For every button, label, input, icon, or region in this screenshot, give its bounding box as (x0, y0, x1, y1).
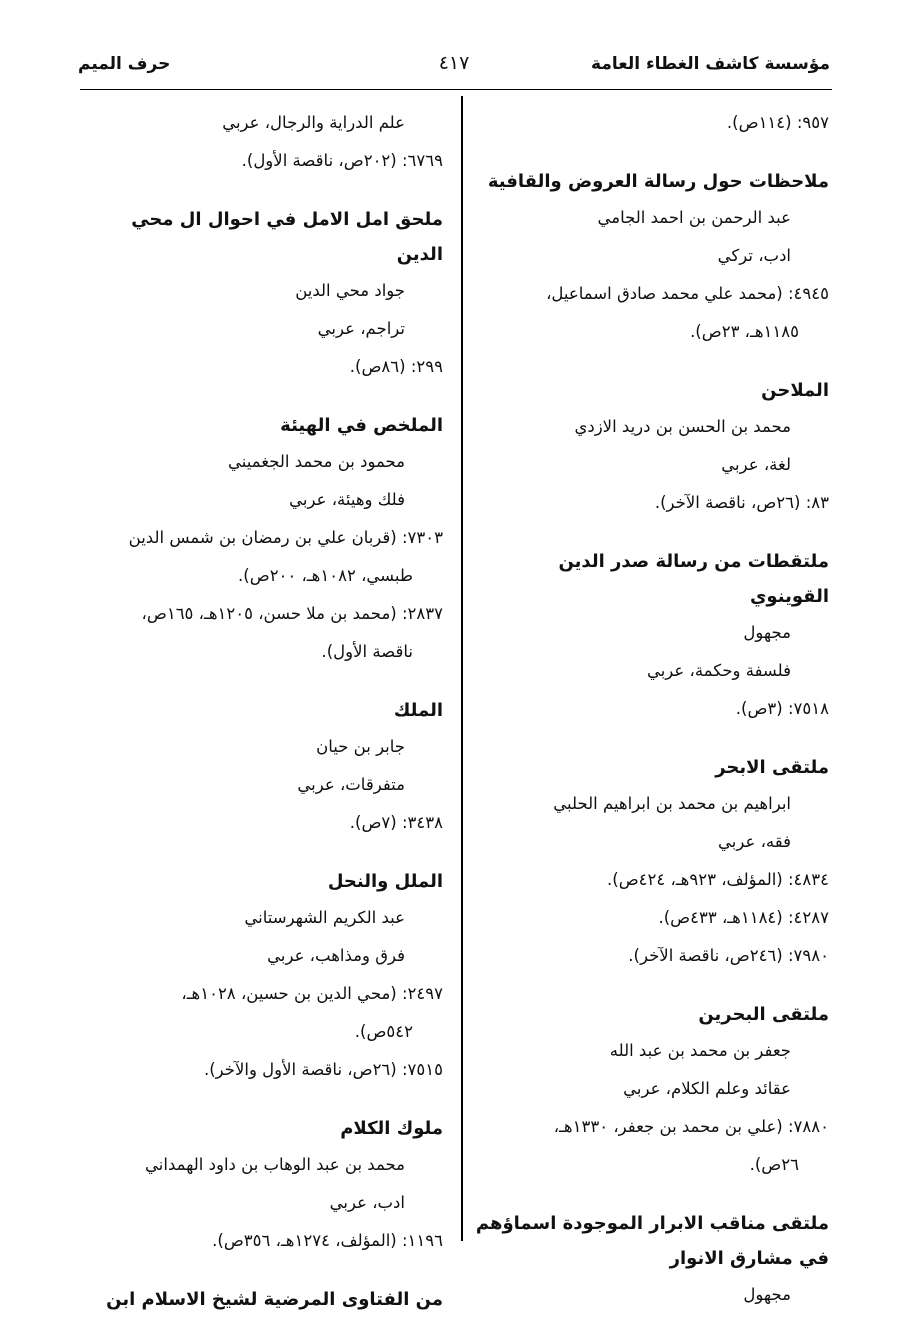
manuscript-ref: ٧٥١٨: (٣ص). (735, 699, 829, 718)
entry-title: الملخص في الهيئة (280, 415, 443, 436)
header-rule (80, 89, 832, 90)
manuscript-ref: ٤٨٣٤: (المؤلف، ٩٢٣هـ، ٤٢٤ص). (607, 870, 829, 889)
entry-detail: فلك وهيئة، عربي (289, 490, 405, 509)
catalog-entry (474, 544, 829, 728)
entry-detail: جابر بن حيان (316, 737, 405, 756)
entry-detail: علم الدراية والرجال، عربي (222, 113, 405, 132)
entry-detail: عبد الكريم الشهرستاني (244, 908, 405, 927)
catalog-entry (93, 864, 443, 1089)
manuscript-ref: ٧٥١٥: (٢٦ص، ناقصة الأول والآخر). (203, 1060, 443, 1079)
entry-detail: فقه، عربي (718, 832, 791, 851)
entry-title: ملاحظات حول رسالة العروض والقافية (487, 171, 829, 192)
entry-title: الملل والنحل (327, 871, 443, 892)
manuscript-ref: ٥٤٢ص). (354, 1022, 413, 1041)
manuscript-ref: ٣٤٣٨: (٧ص). (349, 813, 443, 832)
entry-title: من الفتاوى المرضية لشيخ الاسلام ابن (106, 1289, 443, 1310)
catalog-entry (474, 104, 829, 142)
entry-title: الملاحن (761, 380, 829, 401)
entry-detail: مجهول (743, 623, 791, 642)
entry-title: ملتقطات من رسالة صدر الدين القوينوي (558, 551, 829, 607)
entry-detail: لغة، عربي (721, 455, 791, 474)
entry-detail: محمد بن الحسن بن دريد الازدي (574, 417, 791, 436)
catalog-entry (93, 104, 443, 180)
entry-title: ملحق امل الامل في احوال ال محي الدين (131, 209, 443, 265)
entry-detail: ادب، عربي (329, 1193, 405, 1212)
entry-title: الملك (393, 700, 443, 721)
entry-detail: متفرقات، عربي (297, 775, 405, 794)
catalog-entry (474, 1206, 829, 1314)
manuscript-ref: ٧٩٨٠: (٢٤٦ص، ناقصة الآخر). (628, 946, 829, 965)
entry-detail: مجهول (743, 1285, 791, 1304)
entry-detail: عقائد وعلم الكلام، عربي (623, 1079, 791, 1098)
entry-detail: عبد الرحمن بن احمد الجامي (597, 208, 791, 227)
catalog-entry (93, 693, 443, 842)
page-number: ٤١٧ (438, 52, 470, 74)
entry-detail: ادب، تركي (717, 246, 791, 265)
entry-detail: جواد محي الدين (295, 281, 405, 300)
manuscript-ref: ١١٨٥هـ، ٢٣ص). (690, 322, 799, 341)
manuscript-ref: ٢٩٩: (٨٦ص). (349, 357, 443, 376)
manuscript-ref: ٢٤٩٧: (محي الدين بن حسين، ١٠٢٨هـ، (181, 984, 443, 1003)
entry-title: ملتقى البحرين (698, 1004, 829, 1025)
right-column (474, 104, 829, 1336)
entry-title: ملوك الكلام (340, 1118, 443, 1139)
catalog-entry (474, 164, 829, 351)
entry-title: ملتقى الابحر (715, 757, 829, 778)
catalog-entry (474, 373, 829, 522)
entry-title: ملتقى مناقب الابرار الموجودة اسماؤهم في مشارق الانوار (475, 1213, 829, 1269)
manuscript-ref: ٧٨٨٠: (علي بن محمد بن جعفر، ١٣٣٠هـ، (553, 1117, 829, 1136)
column-divider (461, 96, 463, 1241)
entry-detail: فلسفة وحكمة، عربي (646, 661, 791, 680)
catalog-entry (474, 750, 829, 975)
manuscript-ref: ٩٥٧: (١١٤ص). (726, 113, 829, 132)
manuscript-ref: ناقصة الأول). (321, 642, 413, 661)
manuscript-ref: ٦٧٦٩: (٢٠٢ص، ناقصة الأول). (241, 151, 443, 170)
entry-detail: فرق ومذاهب، عربي (267, 946, 405, 965)
entry-detail: جعفر بن محمد بن عبد الله (609, 1041, 791, 1060)
manuscript-ref: طبسي، ١٠٨٢هـ، ٢٠٠ص). (238, 566, 413, 585)
manuscript-ref: ٢٦ص). (749, 1155, 799, 1174)
catalog-entry (93, 1111, 443, 1260)
manuscript-ref: ٧٣٠٣: (قربان علي بن رمضان بن شمس الدين (128, 528, 443, 547)
entry-detail: محمد بن عبد الوهاب بن داود الهمداني (145, 1155, 405, 1174)
entry-detail: محمود بن محمد الجغميني (228, 452, 405, 471)
manuscript-ref: ٤٩٤٥: (محمد علي محمد صادق اسماعيل، (546, 284, 829, 303)
entry-detail: ابراهيم بن محمد بن ابراهيم الحلبي (553, 794, 791, 813)
entry-detail: تراجم، عربي (317, 319, 405, 338)
catalog-entry (93, 1282, 443, 1317)
catalog-entry (474, 997, 829, 1184)
manuscript-ref: ٢٨٣٧: (محمد بن ملا حسن، ١٢٠٥هـ، ١٦٥ص، (141, 604, 443, 623)
publisher-name: مؤسسة كاشف الغطاء العامة (591, 54, 830, 74)
section-title: حرف الميم (78, 54, 171, 74)
catalog-entry (93, 408, 443, 671)
left-column (93, 104, 443, 1339)
catalog-entry (93, 202, 443, 386)
page-header (78, 50, 830, 86)
manuscript-ref: ٨٣: (٢٦ص، ناقصة الآخر). (654, 493, 829, 512)
manuscript-ref: ٤٢٨٧: (١١٨٤هـ، ٤٣٣ص). (658, 908, 829, 927)
manuscript-ref: ١١٩٦: (المؤلف، ١٢٧٤هـ، ٣٥٦ص). (212, 1231, 443, 1250)
